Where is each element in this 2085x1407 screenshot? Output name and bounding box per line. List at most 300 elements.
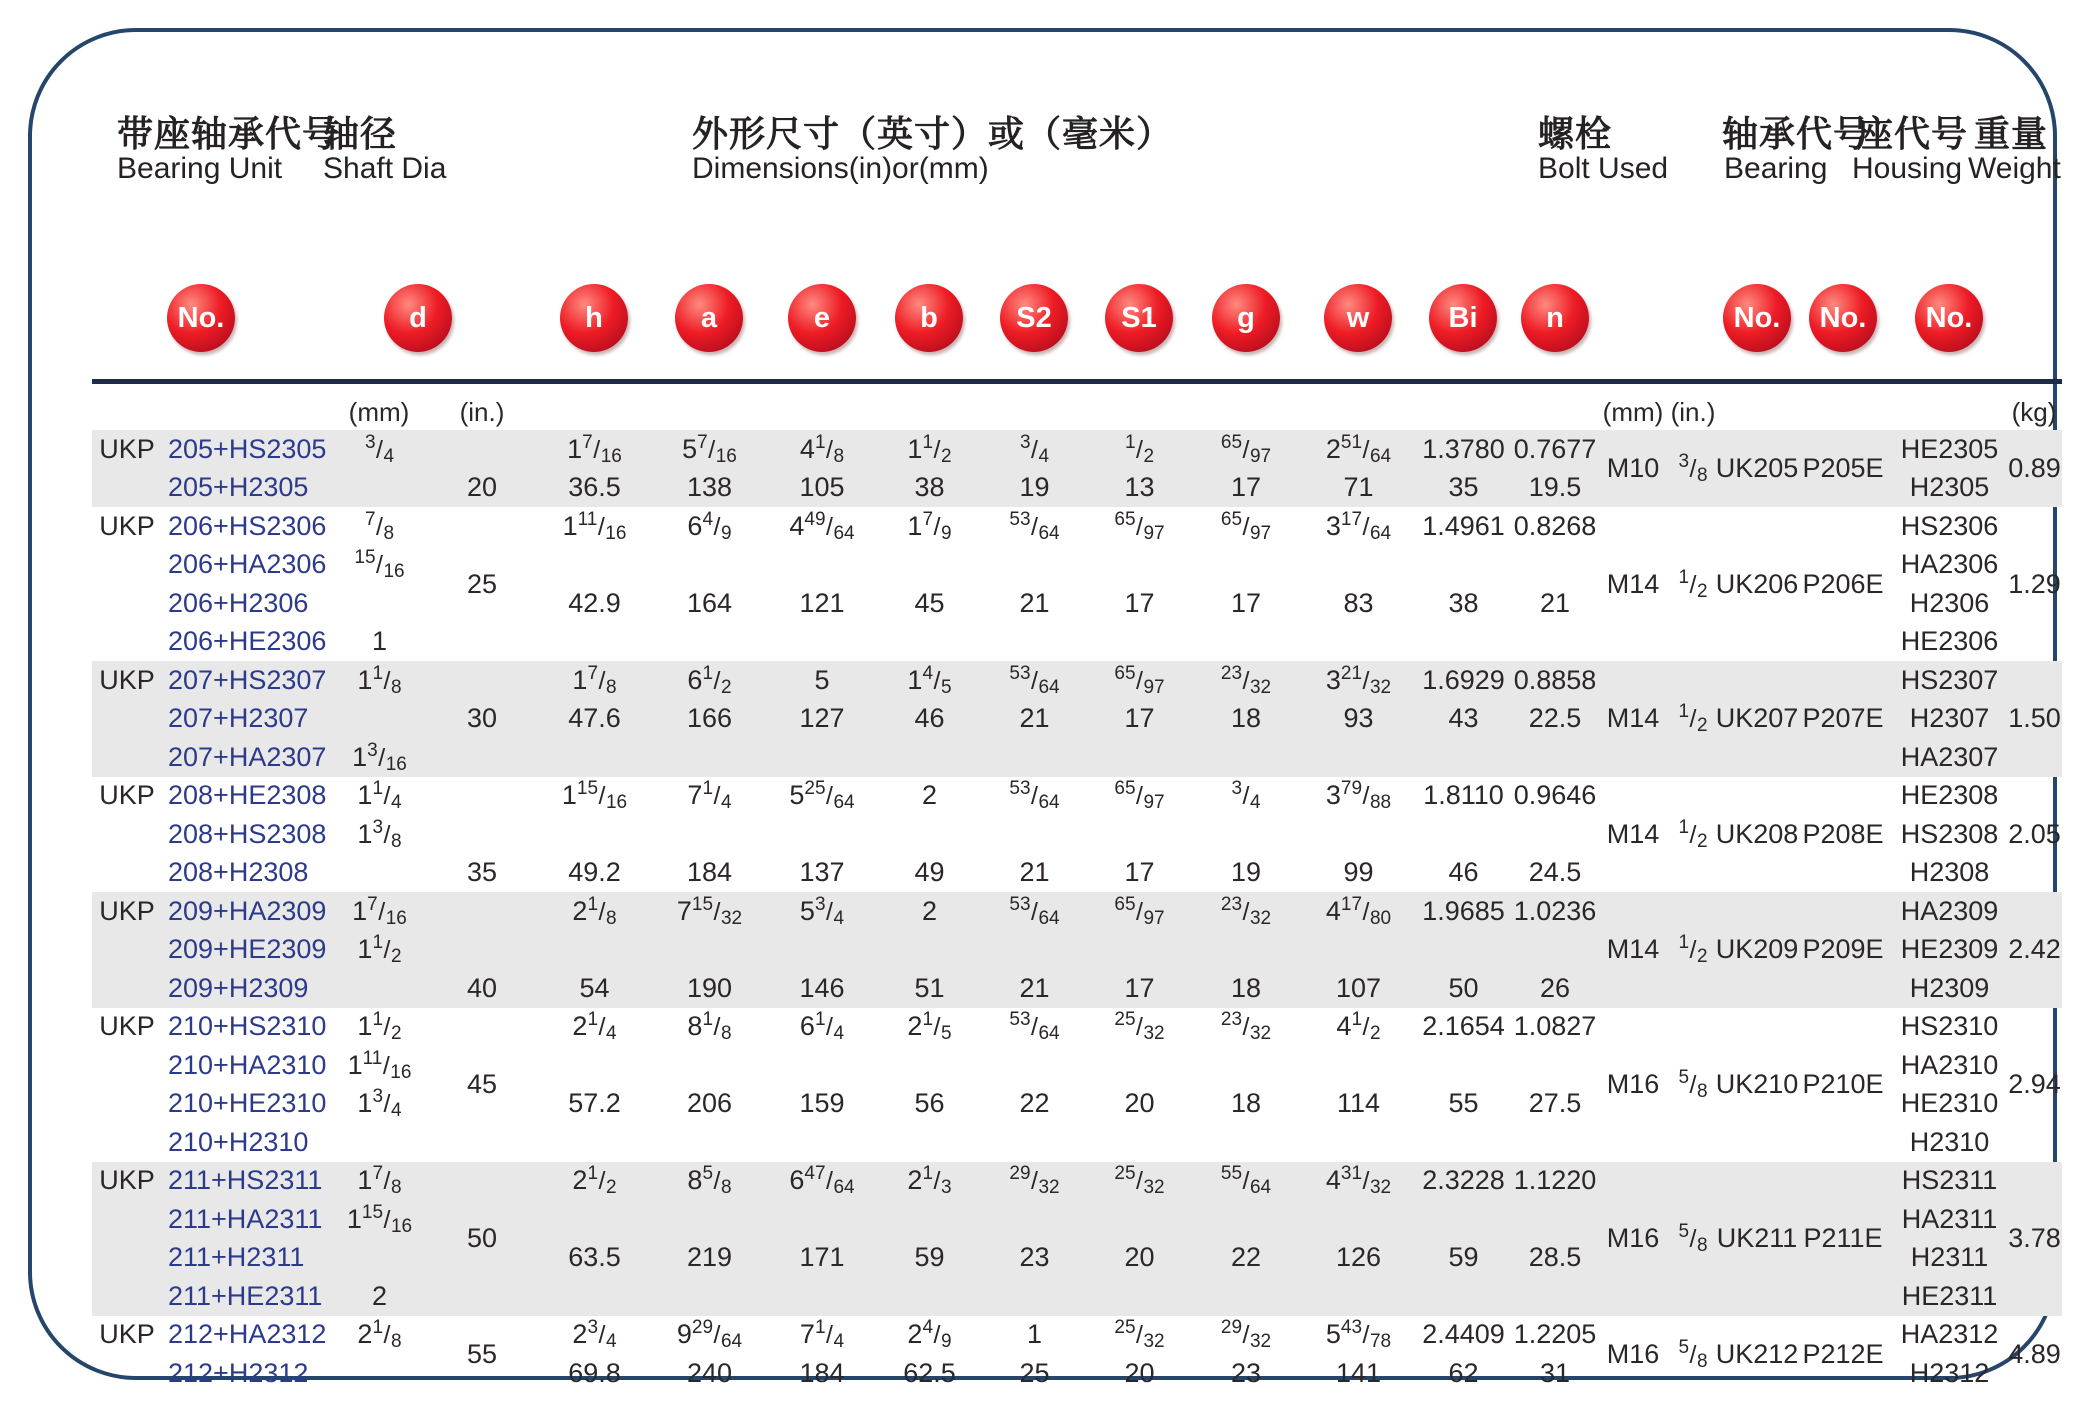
bearing-unit-prefix: UKP [99,664,155,695]
column-badge-bi-10: Bi [1429,284,1497,352]
dim-s2: 19 [1019,472,1050,503]
dim-b: 2 $^1$/3 [907,1163,952,1199]
dim-s2: $^{53}$/64 [1009,893,1060,929]
shaft-dia-in: 1 $^1$/2 [357,932,402,968]
bolt-size-in: $^1$/2 [1678,816,1708,852]
dim-h: 2 $^1$/8 [572,893,617,929]
header-housing-en: Housing [1852,152,1963,185]
weight-kg: 3.78 [2008,1223,2061,1253]
dim-n: 1.0827 [1513,1011,1597,1042]
model-no: 207+H2307 [168,703,309,734]
model-no: 209+HA2309 [168,895,327,926]
model-no: 209+HE2309 [168,934,327,965]
header-shaft-dia-en: Shaft Dia [323,152,447,185]
dim-s2: 23 [1019,1242,1050,1273]
dim-a: 9 $^{29}$/64 [676,1317,743,1353]
dim-bi: 46 [1448,857,1479,888]
dim-b: 2 $^4$/9 [907,1317,952,1353]
header-dimensions-en: Dimensions(in)or(mm) [692,152,989,185]
dim-a: 8 $^1$/8 [687,1009,732,1045]
housing-unit-no: HA2307 [1900,741,1999,772]
bearing-no: UK209 [1715,934,1799,965]
dim-g: $^{23}$/32 [1220,1009,1272,1045]
dim-b: 1 $^7$/9 [907,508,952,544]
model-no: 206+H2306 [168,587,309,618]
model-no: 206+HA2306 [168,549,327,580]
dim-b: 2 $^1$/5 [907,1009,952,1045]
dim-w: 3 $^{17}$/64 [1325,508,1392,544]
header-bolt-en: Bolt Used [1538,152,1669,185]
dim-s1: $^{25}$/32 [1114,1317,1165,1353]
bolt-size-mm: M14 [1606,703,1660,734]
model-no: 211+HA2311 [168,1203,323,1234]
housing-unit-no: H2309 [1909,972,1990,1003]
dim-b: 45 [914,587,945,618]
shaft-dia-mm: 55 [466,1338,498,1369]
housing-unit-no: HA2311 [1901,1203,1998,1234]
shaft-dia-in: 2 $^1$/8 [357,1317,402,1353]
spec-table [92,430,2062,1393]
dim-e: 4 $^{49}$/64 [789,508,855,544]
column-badge-h-2: h [560,284,628,352]
dim-bi: 1.8110 [1423,780,1504,811]
dim-s2: 21 [1019,857,1050,888]
column-badge-no-0: No. [167,284,235,352]
header-weight-en: Weight [1968,152,2061,185]
dim-g: 18 [1230,703,1262,734]
shaft-dia-in: $^{15}$/16 [354,547,405,583]
model-no: 207+HS2307 [168,664,327,695]
weight-kg: 1.29 [2008,568,2061,599]
header-bearing-unit-en: Bearing Unit [117,152,283,185]
bearing-unit-prefix: UKP [99,895,155,926]
dim-h: 1 $^{15}$/16 [561,778,628,814]
dim-b: 38 [914,472,945,503]
dim-s1: $^{65}$/97 [1114,893,1165,929]
model-no: 208+H2308 [168,857,309,888]
bolt-size-in: $^5$/8 [1678,1067,1708,1102]
dim-s1: $^1$/2 [1124,431,1155,467]
dim-a: 6 $^4$/9 [687,508,732,544]
bearing-unit-prefix: UKP [99,1011,155,1042]
dim-bi: 43 [1448,703,1479,734]
dim-w: 4 $^{17}$/80 [1325,893,1392,929]
dim-s1: 20 [1124,1242,1155,1273]
dim-e: 7 $^1$/4 [799,1317,845,1353]
column-badge-no-12: No. [1723,284,1791,352]
dim-b: 62.5 [903,1357,956,1388]
bearing-no: UK212 [1715,1338,1799,1369]
model-no: 210+HA2310 [168,1049,327,1080]
dim-n: 0.9646 [1513,780,1597,811]
dim-e: 105 [799,472,845,503]
dim-e: 146 [799,972,845,1003]
dim-e: 121 [799,587,845,618]
dim-e: 127 [799,703,845,734]
dim-g: 19 [1230,857,1262,888]
header-housing-zh: 座代号 [1857,113,1969,154]
dim-n: 28.5 [1528,1242,1582,1273]
dim-s1: 17 [1124,857,1155,888]
dim-w: 126 [1335,1242,1382,1273]
dim-a: 7 $^{15}$/32 [676,893,743,929]
shaft-dia-mm: 50 [466,1223,498,1253]
dim-h: 1 $^7$/16 [567,431,622,467]
dim-e: 171 [799,1242,845,1273]
dim-bi: 35 [1448,472,1479,503]
shaft-dia-in: 1 $^7$/16 [352,893,407,929]
dim-bi: 50 [1448,972,1479,1003]
dim-w: 4 $^{31}$/32 [1325,1163,1392,1199]
dim-a: 240 [686,1357,733,1388]
dim-b: 59 [914,1242,945,1273]
dim-w: 83 [1343,587,1374,618]
dim-w: 3 $^{21}$/32 [1325,662,1392,698]
dim-bi: 1.4961 [1422,510,1505,541]
dim-bi: 62 [1448,1357,1479,1388]
model-no: 208+HE2308 [168,780,327,811]
column-badge-e-4: e [788,284,856,352]
header-bearing-en: Bearing [1724,152,1828,185]
housing-unit-no: HA2310 [1900,1049,1999,1080]
column-badge-a-3: a [675,284,743,352]
dim-b: 2 [921,780,938,811]
dim-s1: 17 [1124,703,1155,734]
dim-n: 0.8268 [1513,510,1597,541]
bearing-no: UK208 [1715,818,1799,849]
dim-bi: 59 [1448,1242,1479,1273]
shaft-dia-in: $^7$/8 [364,508,395,544]
dim-a: 8 $^5$/8 [687,1163,732,1199]
model-no: 211+HE2311 [168,1280,323,1311]
column-badge-no-14: No. [1915,284,1983,352]
model-no: 212+H2312 [168,1357,309,1388]
dim-s1: $^{65}$/97 [1114,662,1165,698]
shaft-dia-in: 1 $^{11}$/16 [347,1047,412,1083]
dim-a: 190 [686,972,733,1003]
dim-s2: $^{53}$/64 [1009,1009,1060,1045]
dim-b: 2 [921,895,938,926]
weight-kg: 1.50 [2008,703,2061,734]
bolt-size-mm: M16 [1606,1338,1660,1369]
shaft-dia-in: 1 $^1$/8 [357,662,402,698]
dim-e: 5 $^3$/4 [799,893,845,929]
dim-h: 42.9 [568,587,621,618]
model-no: 205+H2305 [168,472,309,503]
housing-no: P206E [1802,568,1884,599]
model-no: 208+HS2308 [168,818,327,849]
dim-s1: $^{65}$/97 [1114,508,1165,544]
dim-g: $^{23}$/32 [1220,662,1272,698]
dim-b: 1 $^1$/2 [907,431,952,467]
dim-a: 164 [686,587,733,618]
bolt-size-mm: M14 [1606,568,1660,599]
dim-g: $^{29}$/32 [1220,1317,1272,1353]
bearing-no: UK207 [1715,703,1799,734]
dim-s2: 25 [1019,1357,1050,1388]
weight-kg: 2.94 [2008,1069,2061,1099]
column-badge-n-11: n [1521,284,1589,352]
dim-e: 159 [799,1088,845,1119]
dim-s2: 21 [1019,972,1050,1003]
header-shaft-dia-zh: 轴径 [323,113,398,154]
header-weight-zh: 重量 [1974,113,2049,154]
dim-w: 99 [1343,857,1374,888]
dim-g: 18 [1230,1088,1262,1119]
shaft-dia-in: 2 [371,1280,388,1311]
unit-shaft-in: (in.) [459,397,505,427]
dim-h: 69.8 [568,1357,621,1388]
shaft-dia-in: 1 $^1$/4 [357,778,402,814]
bolt-size-mm: M16 [1606,1069,1660,1099]
dim-bi: 2.4409 [1422,1319,1505,1350]
dim-h: 1 $^{11}$/16 [562,508,627,544]
housing-unit-no: HE2309 [1900,934,1999,965]
dim-s1: $^{25}$/32 [1114,1163,1165,1199]
dim-g: $^{65}$/97 [1220,431,1272,467]
housing-unit-no: HS2306 [1900,510,1999,541]
dim-h: 54 [579,972,610,1003]
header-divider [92,379,2062,384]
dim-w: 93 [1343,703,1374,734]
dim-s1: 17 [1124,587,1155,618]
shaft-dia-in: 1 [371,626,388,657]
weight-kg: 0.89 [2008,453,2061,483]
bearing-unit-prefix: UKP [99,780,155,811]
bolt-size-mm: M16 [1606,1223,1660,1253]
dim-bi: 2.3228 [1422,1165,1505,1196]
dim-a: 166 [686,703,733,734]
dim-h: 49.2 [568,857,621,888]
dim-s2: $^{53}$/64 [1009,778,1060,814]
shaft-dia-in: 1 $^7$/8 [357,1163,402,1199]
dim-s1: $^{25}$/32 [1114,1009,1165,1045]
dim-h: 1 $^7$/8 [572,662,617,698]
column-badge-d-1: d [384,284,452,352]
dim-g: 18 [1230,972,1262,1003]
dim-n: 0.8858 [1513,664,1597,695]
bolt-size-mm: M10 [1606,453,1660,483]
dim-a: 206 [686,1088,733,1119]
shaft-dia-in: $^3$/4 [364,431,395,467]
dim-w: 4 $^1$/2 [1336,1009,1381,1045]
dim-bi: 1.9685 [1422,895,1505,926]
dim-s2: 22 [1019,1088,1050,1119]
dim-e: 5 $^{25}$/64 [789,778,855,814]
dim-bi: 1.6929 [1422,664,1505,695]
housing-unit-no: HA2309 [1900,895,1999,926]
dim-g: $^{23}$/32 [1220,893,1272,929]
dim-bi: 38 [1448,587,1479,618]
dim-e: 184 [799,1357,845,1388]
housing-unit-no: HS2310 [1900,1011,1999,1042]
housing-unit-no: HE2308 [1900,780,1999,811]
shaft-dia-in: 1 $^3$/4 [357,1086,402,1122]
housing-unit-no: H2305 [1909,472,1990,503]
housing-unit-no: H2307 [1909,703,1990,734]
dim-w: 5 $^{43}$/78 [1325,1317,1392,1353]
weight-kg: 2.05 [2008,818,2061,849]
dim-h: 36.5 [568,472,621,503]
weight-kg: 4.89 [2008,1338,2061,1369]
dim-s1: 17 [1124,972,1155,1003]
dim-s2: $^{53}$/64 [1009,662,1060,698]
housing-unit-no: HE2311 [1901,1280,1998,1311]
column-badge-s1-7: S1 [1105,284,1173,352]
shaft-dia-mm: 45 [466,1069,498,1099]
dim-e: 5 [814,664,830,695]
housing-no: P208E [1802,818,1884,849]
dim-n: 19.5 [1528,472,1582,503]
dim-g: 23 [1230,1357,1262,1388]
shaft-dia-in: 1 $^3$/16 [352,739,407,775]
housing-no: P211E [1803,1223,1883,1253]
dim-bi: 1.3780 [1422,433,1505,464]
dim-b: 1 $^4$/5 [907,662,952,698]
column-badge-b-5: b [895,284,963,352]
model-no: 211+HS2311 [168,1165,323,1196]
dim-s2: 1 [1026,1319,1043,1350]
dim-w: 2 $^{51}$/64 [1325,431,1392,467]
column-badge-g-8: g [1212,284,1280,352]
bolt-size-mm: M14 [1606,818,1660,849]
dim-a: 219 [686,1242,733,1273]
dim-s2: 21 [1019,703,1050,734]
model-no: 210+H2310 [168,1126,309,1157]
housing-unit-no: HA2312 [1900,1319,1999,1350]
dim-n: 24.5 [1528,857,1582,888]
dim-w: 114 [1336,1088,1381,1119]
dim-h: 57.2 [568,1088,621,1119]
header-bearing-zh: 轴承代号 [1722,113,1871,154]
bolt-size-in: $^1$/2 [1678,932,1708,968]
model-no: 209+H2309 [168,972,309,1003]
dim-g: 17 [1230,587,1262,618]
dim-a: 138 [686,472,733,503]
bearing-unit-prefix: UKP [99,433,155,464]
bearing-no: UK211 [1716,1223,1798,1253]
bolt-size-in: $^5$/8 [1678,1336,1708,1372]
dim-g: $^{55}$/64 [1220,1163,1272,1199]
dim-g: $^3$/4 [1231,778,1261,814]
shaft-dia-mm: 40 [466,972,498,1003]
dim-h: 63.5 [568,1242,621,1273]
dim-a: 5 $^7$/16 [682,431,737,467]
bolt-size-in: $^5$/8 [1678,1221,1708,1256]
dim-w: 71 [1343,472,1374,503]
column-badge-s2-6: S2 [1000,284,1068,352]
bearing-no: UK205 [1715,453,1799,483]
header-dimensions-zh: 外形尺寸（英寸）或（毫米） [692,113,1174,154]
dim-h: 2 $^3$/4 [572,1317,617,1353]
column-badge-w-9: w [1324,284,1392,352]
dim-s2: 21 [1019,587,1050,618]
housing-unit-no: HS2307 [1900,664,1999,695]
bolt-size-in: $^3$/8 [1678,451,1708,486]
bearing-no: UK210 [1715,1069,1799,1099]
shaft-dia-mm: 30 [466,703,498,734]
housing-unit-no: HE2306 [1900,626,1999,657]
shaft-dia-mm: 25 [466,568,498,599]
unit-bolt-mm: (mm) [1602,397,1664,427]
dim-w: 141 [1335,1357,1382,1388]
dim-h: 2 $^1$/2 [572,1163,617,1199]
dim-n: 31 [1539,1357,1571,1388]
housing-unit-no: H2311 [1910,1242,1989,1273]
housing-unit-no: HS2308 [1900,818,1999,849]
dim-h: 47.6 [568,703,621,734]
dim-g: $^{65}$/97 [1220,508,1272,544]
dim-b: 56 [914,1088,945,1119]
housing-unit-no: HS2311 [1901,1165,1998,1196]
bearing-unit-prefix: UKP [99,1165,155,1196]
dim-a: 7 $^1$/4 [687,778,732,814]
dim-n: 27.5 [1528,1088,1582,1119]
header-bearing-unit-zh: 带座轴承代号 [117,113,340,154]
dim-g: 17 [1230,472,1262,503]
bearing-spec-card [28,28,2061,1388]
dim-s1: 20 [1124,1357,1155,1388]
housing-unit-no: H2312 [1909,1357,1990,1388]
dim-e: 6 $^{47}$/64 [789,1163,855,1199]
bearing-unit-prefix: UKP [99,510,155,541]
dim-n: 1.1220 [1513,1165,1597,1196]
dim-n: 0.7677 [1513,433,1597,464]
model-no: 205+HS2305 [168,433,327,464]
shaft-dia-mm: 35 [466,857,498,888]
bearing-unit-prefix: UKP [99,1319,155,1350]
dim-e: 6 $^1$/4 [799,1009,845,1045]
dim-e: 4 $^1$/8 [799,431,845,467]
column-badge-no-13: No. [1809,284,1877,352]
dim-w: 3 $^{79}$/88 [1325,778,1392,814]
model-no: 206+HE2306 [168,626,327,657]
dim-w: 107 [1335,972,1382,1003]
housing-unit-no: H2306 [1909,587,1990,618]
header-bolt-zh: 螺栓 [1538,113,1613,154]
dim-b: 49 [914,857,945,888]
housing-no: P212E [1802,1338,1884,1369]
dim-e: 137 [799,857,845,888]
dim-n: 1.0236 [1513,895,1597,926]
dim-n: 26 [1539,972,1571,1003]
dim-a: 184 [686,857,733,888]
dim-s2: $^{29}$/32 [1009,1163,1060,1199]
housing-unit-no: HA2306 [1900,549,1999,580]
bolt-size-mm: M14 [1606,934,1660,965]
shaft-dia-in: 1 $^{15}$/16 [346,1201,413,1237]
dim-n: 1.2205 [1513,1319,1597,1350]
bolt-size-in: $^1$/2 [1678,566,1708,602]
dim-a: 6 $^1$/2 [687,662,732,698]
housing-no: P207E [1802,703,1884,734]
shaft-dia-in: 1 $^3$/8 [357,816,402,852]
dim-s1: 13 [1124,472,1155,503]
model-no: 212+HA2312 [168,1319,327,1350]
model-no: 207+HA2307 [168,741,327,772]
dim-s1: $^{65}$/97 [1114,778,1165,814]
model-no: 210+HS2310 [168,1011,327,1042]
dim-b: 46 [914,703,945,734]
weight-kg: 2.42 [2008,934,2061,965]
dim-s1: 20 [1124,1088,1155,1119]
dim-n: 22.5 [1528,703,1582,734]
bolt-size-in: $^1$/2 [1678,701,1708,737]
dim-bi: 55 [1448,1088,1479,1119]
dim-h: 2 $^1$/4 [572,1009,617,1045]
housing-unit-no: H2310 [1909,1126,1990,1157]
housing-no: P205E [1802,453,1884,483]
